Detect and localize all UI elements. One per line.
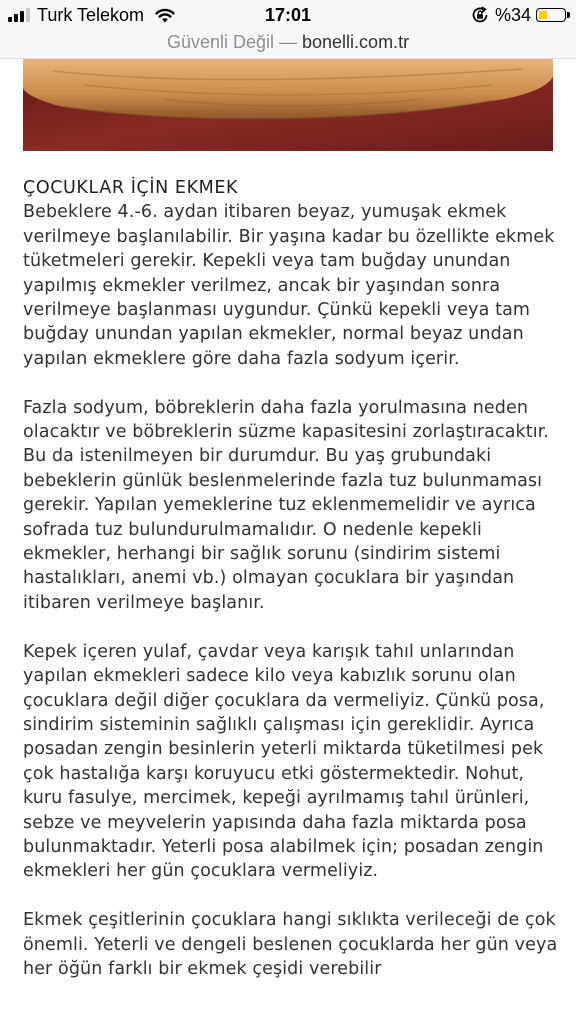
battery-percentage: %34 <box>494 4 531 25</box>
address-bar[interactable] <box>0 30 576 59</box>
battery-icon <box>536 8 566 22</box>
article-body <box>23 176 558 1006</box>
article-paragraph: Bebeklere 4.-6. aydan itibaren beyaz, yumuşak ekmek verilmeye başlanılabilir. Bir yaşına kadar bu özellikte ekmek tüketmeleri gerekir. Kepekli veya tam buğday unundan yapılmış ekmekler verilmez, ancak bir yaşından sonra verilmeye başlanması uygundur. Çünkü kepekli veya tam buğday unundan yapılan ekmekler, normal beyaz undan yapılan ekmeklere göre daha fazla sodyum içerir. <box>23 202 555 369</box>
article-heading: ÇOCUKLAR İÇİN EKMEK <box>23 178 239 198</box>
article-paragraph: Ekmek çeşitlerinin çocuklara hangi sıklıkta verileceği de çok önemli. Yeterli ve dengeli beslenen çocuklarda her gün veya her öğün farklı bir ekmek çeşidi verebilir <box>23 910 558 979</box>
carrier-name: Turk Telekom <box>37 4 145 25</box>
status-bar <box>0 0 576 30</box>
battery-level-fill <box>539 11 547 19</box>
article-hero-image <box>23 59 553 151</box>
article-paragraph: Kepek içeren yulaf, çavdar veya karışık tahıl unlarından yapılan ekmekleri sadece kilo veya kabızlık sorunu olan çocuklara değil diğer çocuklara da vermeliyiz. Çünkü posa, sindirim sisteminin sağlıklı çalışması için gereklidir. Ayrıca posadan zengin besinlerin yeterli miktarda tüketilmesi pek çok hastalığa karşı koruyucu etki göstermektedir. Nohut, kuru fasulye, mercimek, kepeği ayrılmamış tahıl ürünleri, sebze ve meyvelerin yapısında daha fazla miktarda posa bulunmaktadır. Yeterli posa alabilmek için; posadan zengin ekmekleri her gün çocuklara vermeliyiz. <box>23 641 545 882</box>
rotation-lock-icon <box>471 6 489 24</box>
url-separator: — <box>274 32 303 52</box>
url-host: bonelli.com.tr <box>302 32 410 52</box>
status-bar-right <box>471 5 566 25</box>
clock: 17:01 <box>264 5 312 25</box>
security-warning: Güvenli Değil <box>166 32 274 52</box>
article-paragraph: Fazla sodyum, böbreklerin daha fazla yorulmasına neden olacaktır ve böbreklerin süzme kapasitesini zorlaştıracaktır. Bu da istenilmeyen bir durumdur. Bu yaş grubundaki bebeklerin günlük beslenmelerinde fazla tuz bulunmaması gerekir. Yapılan yemeklerine tuz eklenmemelidir ve ayrıca sofrada tuz bulundurulmamalıdır. O nedenle kepekli ekmekler, herhangi bir sağlık sorunu (sindirim sistemi hastalıkları, anemi vb.) olmayan çocuklara bir yaşından itibaren verilmeye başlanır. <box>23 397 550 613</box>
